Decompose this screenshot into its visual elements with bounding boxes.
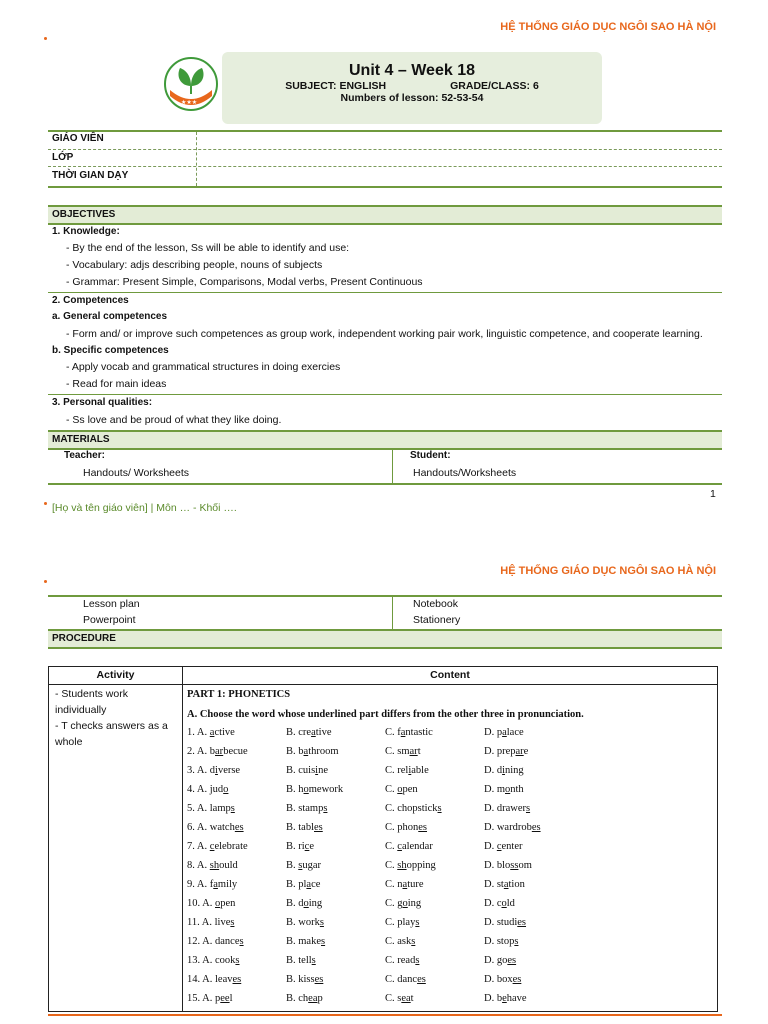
lessons-label: Numbers of lesson: 52-53-54 — [340, 92, 484, 104]
page-footer: [Họ và tên giáo viên] | Môn … - Khối …. — [52, 502, 237, 514]
answer-option: D. drawers — [484, 803, 531, 814]
answer-option: B. doing — [286, 898, 323, 909]
teacher-material: Handouts/ Worksheets — [83, 467, 190, 479]
question-row — [187, 917, 717, 936]
class-row-label: LỚP — [52, 152, 74, 163]
answer-option: C. chopsticks — [385, 803, 442, 814]
question-row — [187, 822, 717, 841]
school-header: HỆ THỐNG GIÁO DỤC NGÔI SAO HÀ NỘI — [500, 21, 716, 33]
question-list — [187, 727, 717, 1012]
content-header: Content — [430, 669, 470, 681]
specific-competences-item: - Apply vocab and grammatical structures in doing exercies — [66, 361, 341, 373]
objectives-bar: OBJECTIVES — [48, 205, 722, 225]
answer-option: D. prepare — [484, 746, 529, 757]
answer-option: B. bathroom — [286, 746, 339, 757]
info-bottom-rule — [48, 186, 722, 188]
answer-option: B. stamps — [286, 803, 328, 814]
question-row — [187, 746, 717, 765]
answer-option: D. center — [484, 841, 523, 852]
question-row — [187, 784, 717, 803]
answer-option: D. blossom — [484, 860, 532, 871]
answer-option: 7. A. celebrate — [187, 841, 248, 852]
answer-option: D. month — [484, 784, 524, 795]
answer-option: B. kisses — [286, 974, 324, 985]
answer-option: C. shopping — [385, 860, 436, 871]
part-title: PART 1: PHONETICS — [187, 689, 291, 700]
teacher-material: Powerpoint — [83, 614, 136, 626]
time-row-label: THỜI GIAN DẠY — [52, 170, 129, 181]
knowledge-item: - By the end of the lesson, Ss will be able to identify and use: — [66, 242, 350, 254]
answer-option: D. stops — [484, 936, 519, 947]
specific-competences-item: - Read for main ideas — [66, 378, 167, 390]
general-competences-heading: a. General competences — [52, 311, 168, 322]
question-row — [187, 841, 717, 860]
answer-option: 12. A. dances — [187, 936, 244, 947]
answer-option: 8. A. should — [187, 860, 238, 871]
answer-option: D. dining — [484, 765, 524, 776]
lesson-title-box — [222, 52, 602, 124]
specific-competences-heading: b. Specific competences — [52, 345, 169, 356]
procedure-table — [48, 666, 718, 1012]
answer-option: 3. A. diverse — [187, 765, 241, 776]
answer-option: C. seat — [385, 993, 414, 1004]
answer-option: D. studies — [484, 917, 527, 928]
answer-option: B. cuisine — [286, 765, 329, 776]
materials-bar: MATERIALS — [48, 430, 722, 450]
answer-option: 14. A. leaves — [187, 974, 242, 985]
competences-heading: 2. Competences — [52, 295, 129, 306]
answer-option: C. nature — [385, 879, 424, 890]
teacher-material: Lesson plan — [83, 598, 140, 610]
school-header: HỆ THỐNG GIÁO DỤC NGÔI SAO HÀ NỘI — [500, 565, 716, 577]
answer-option: 11. A. lives — [187, 917, 235, 928]
subject-label: SUBJECT: ENGLISH — [285, 80, 387, 92]
info-top-rule — [48, 130, 722, 132]
answer-option: B. tables — [286, 822, 323, 833]
question-row — [187, 860, 717, 879]
knowledge-heading: 1. Knowledge: — [52, 226, 120, 237]
question-row — [187, 727, 717, 746]
answer-option: B. works — [286, 917, 324, 928]
answer-option: 10. A. open — [187, 898, 236, 909]
answer-option: 4. A. judo — [187, 784, 229, 795]
question-row — [187, 936, 717, 955]
answer-option: C. asks — [385, 936, 416, 947]
lesson-title: Unit 4 – Week 18 — [349, 62, 475, 79]
answer-option: 6. A. watches — [187, 822, 244, 833]
student-material: Handouts/Worksheets — [413, 467, 517, 479]
answer-option: 9. A. family — [187, 879, 238, 890]
answer-option: D. cold — [484, 898, 515, 909]
answer-option: C. calendar — [385, 841, 433, 852]
question-row — [187, 955, 717, 974]
school-logo — [158, 56, 224, 112]
student-label: Student: — [410, 450, 451, 461]
personal-qualities-heading: 3. Personal qualities: — [52, 397, 153, 408]
grade-label: GRADE/CLASS: 6 — [450, 80, 539, 92]
answer-option: 15. A. peel — [187, 993, 233, 1004]
procedure-bar: PROCEDURE — [48, 629, 722, 649]
answer-option: B. rice — [286, 841, 315, 852]
answer-option: D. behave — [484, 993, 527, 1004]
answer-option: C. going — [385, 898, 422, 909]
question-row — [187, 993, 717, 1012]
answer-option: B. homework — [286, 784, 344, 795]
page-bottom-rule — [48, 1014, 722, 1016]
answer-option: D. station — [484, 879, 525, 890]
general-competences-item: - Form and/ or improve such competences as group work, independent working pair work, linguistic competence, and cooperate learning. — [66, 328, 703, 340]
answer-option: C. smart — [385, 746, 421, 757]
answer-option: 1. A. active — [187, 727, 235, 738]
answer-option: B. cheap — [286, 993, 323, 1004]
answer-option: B. tells — [286, 955, 316, 966]
personal-qualities-item: - Ss love and be proud of what they like doing. — [66, 414, 282, 426]
question-row — [187, 974, 717, 993]
answer-option: 2. A. barbecue — [187, 746, 248, 757]
answer-option: 13. A. cooks — [187, 955, 240, 966]
answer-option: B. creative — [286, 727, 332, 738]
answer-option: C. fantastic — [385, 727, 433, 738]
answer-option: C. open — [385, 784, 418, 795]
activity-cell: - Students work individually - T checks answers as a whole — [55, 688, 168, 748]
answer-option: D. palace — [484, 727, 524, 738]
answer-option: C. phones — [385, 822, 428, 833]
bullet-dot — [44, 37, 47, 40]
answer-option: B. place — [286, 879, 321, 890]
instruction: A. Choose the word whose underlined part differs from the other three in pronunciation. — [187, 709, 584, 720]
teacher-label: Teacher: — [64, 450, 105, 461]
page-number: 1 — [710, 488, 716, 500]
svg-text:★★★: ★★★ — [181, 99, 198, 106]
answer-option: D. boxes — [484, 974, 522, 985]
knowledge-item: - Grammar: Present Simple, Comparisons, Modal verbs, Present Continuous — [66, 276, 423, 288]
answer-option: B. makes — [286, 936, 326, 947]
answer-option: D. wardrobes — [484, 822, 541, 833]
student-material: Notebook — [413, 598, 458, 610]
question-row — [187, 879, 717, 898]
student-material: Stationery — [413, 614, 461, 626]
answer-option: 5. A. lamps — [187, 803, 235, 814]
question-row — [187, 803, 717, 822]
answer-option: C. plays — [385, 917, 420, 928]
knowledge-item: - Vocabulary: adjs describing people, nouns of subjects — [66, 259, 323, 271]
question-row — [187, 765, 717, 784]
activity-header: Activity — [96, 669, 135, 681]
answer-option: C. reliable — [385, 765, 429, 776]
answer-option: C. dances — [385, 974, 426, 985]
question-row — [187, 898, 717, 917]
answer-option: D. goes — [484, 955, 517, 966]
answer-option: C. reads — [385, 955, 420, 966]
answer-option: B. sugar — [286, 860, 322, 871]
teacher-row-label: GIÁO VIÊN — [52, 133, 104, 144]
